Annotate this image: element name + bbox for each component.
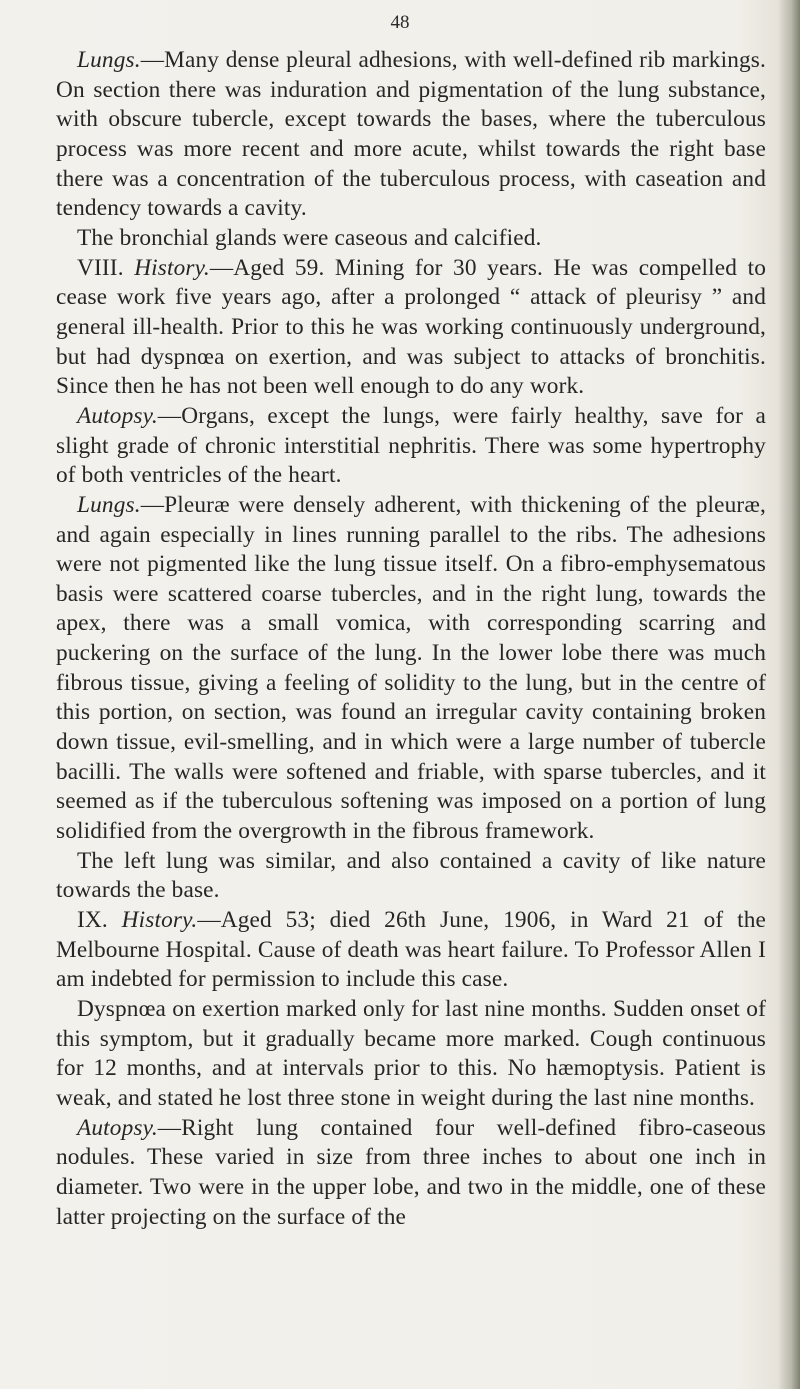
body-text: [56, 46, 766, 1232]
paragraph-lead: Autopsy.: [77, 1114, 158, 1141]
paragraph-lead: History.: [134, 254, 210, 281]
paragraph-case-viii-lungs: [56, 491, 766, 847]
paragraph-bronchial-glands: [56, 224, 766, 254]
paragraph-text: —Right lung contained four well-defined fibro-caseous nodules. These varied in size from three inches to about one inch in diameter. Two were in the upper lobe, and two in the middle, one of these latter projecting on the surface of the: [56, 1114, 766, 1230]
page-edge-shadow: [778, 0, 800, 1389]
paragraph-text: —Aged 59. Mining for 30 years. He was compelled to cease work five years ago, after a prolonged “ attack of pleurisy ” and general ill-health. Prior to this he was working continuously underground, but had dyspnœa on exertion, and was subject to attacks of bronchitis. Since then he has not been well enough to do any work.: [56, 254, 766, 400]
paragraph-case-ix-autopsy: [56, 1114, 766, 1233]
paragraph-lead: Autopsy.: [77, 402, 158, 429]
paragraph-text: —Many dense pleural adhesions, with well-defined rib markings. On section there was induration and pigmentation of the lung substance, with obscure tubercle, except towards the bases, where the tuberculous process was more recent and more acute, whilst towards the right base there was a concentration of the tuberculous process, with caseation and tendency towards a cavity.: [56, 47, 766, 222]
paragraph-left-lung: [56, 847, 766, 906]
paragraph-lead: Lungs.: [77, 491, 141, 518]
paragraph-case-viii-autopsy: [56, 402, 766, 491]
paragraph-text: —Organs, except the lungs, were fairly healthy, save for a slight grade of chronic interstitial nephritis. There was some hypertrophy of both ventricles of the heart.: [56, 402, 766, 489]
paragraph-lead: Lungs.: [77, 47, 141, 73]
case-number: VIII.: [77, 254, 135, 281]
paragraph-lead: History.: [121, 907, 198, 934]
paragraph-case-ix-history: [56, 906, 766, 995]
case-number: IX.: [77, 907, 122, 934]
paragraph-text: The left lung was similar, and also contained a cavity of like nature towards the base.: [56, 847, 766, 904]
paragraph-text: The bronchial glands were caseous and calcified.: [77, 224, 542, 251]
paragraph-text: —Pleuræ were densely adherent, with thickening of the pleuræ, and again especially in lines running parallel to the ribs. The adhesions were not pigmented like the lung tissue itself. On a fibro-emphysematous basis were scattered coarse tubercles, and in the right lung, towards the apex, there was a small vomica, with corresponding scarring and puckering on the surface of the lung. In the lower lobe there was much fibrous tissue, giving a feeling of solidity to the lung, but in the centre of this portion, on section, was found an irregular cavity containing broken down tissue, evil-smelling, and in which were a large number of tubercle bacilli. The walls were softened and friable, with sparse tubercles, and it seemed as if the tuberculous softening was imposed on a portion of lung solidified from the overgrowth in the fibrous framework.: [56, 491, 766, 845]
paragraph-text: Dyspnœa on exertion marked only for last nine months. Sudden onset of this symptom, but it gradually became more marked. Cough continuous for 12 months, and at intervals prior to this. No hæmoptysis. Patient is weak, and stated he lost three stone in weight during the last nine months.: [56, 996, 766, 1111]
paragraph-text: —Aged 53; died 26th June, 1906, in Ward 21 of the Melbourne Hospital. Cause of death was heart failure. To Professor Allen I am indebted for permission to include this case.: [56, 907, 766, 993]
page-number: 48: [390, 12, 410, 33]
paragraph-case-viii-history: [56, 254, 766, 402]
paragraph-lungs-1: [56, 46, 766, 224]
paragraph-dyspnoea: [56, 995, 766, 1114]
